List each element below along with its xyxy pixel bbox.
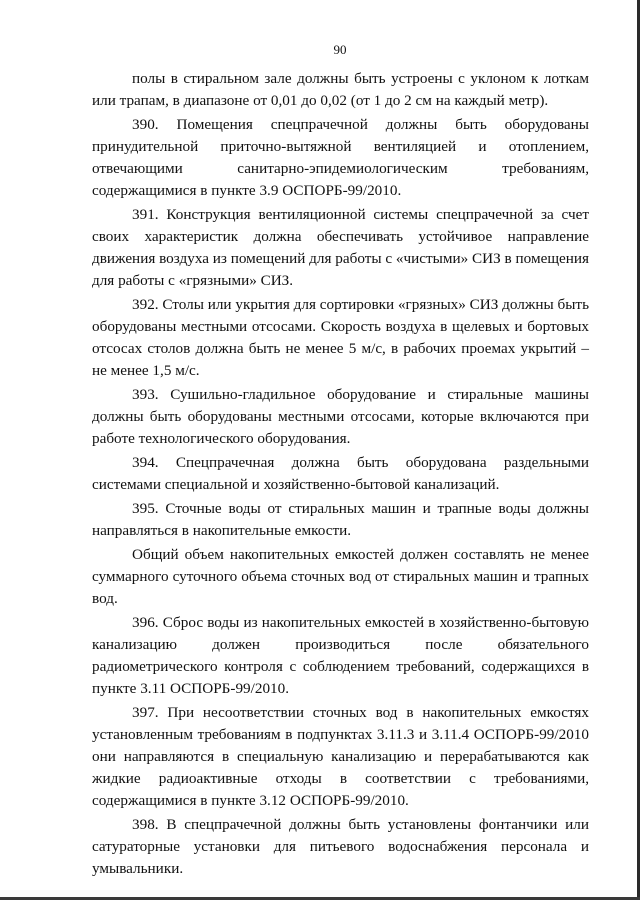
page-number: 90 <box>333 42 347 57</box>
paragraph-continuation: полы в стиральном зале должны быть устроены с уклоном к лоткам или трапам, в диапазоне от 0,01 до 0,02 (от 1 до 2 см на каждый метр). <box>92 70 589 109</box>
paragraph-395-volume: Общий объем накопительных емкостей должен составлять не менее суммарного суточного объема сточных вод от стиральных машин и трапных вод. <box>92 546 589 607</box>
paragraph-392: 392. Столы или укрытия для сортировки «грязных» СИЗ должны быть оборудованы местными отсосами. Скорость воздуха в щелевых и бортовых отсосах столов должна быть не менее 5 м/с, в рабочих проемах укрытий – не менее 1,5 м/с. <box>92 296 589 379</box>
paragraph-393: 393. Сушильно-гладильное оборудование и стиральные машины должны быть оборудованы местными отсосами, которые включаются при работе технологического оборудования. <box>92 386 589 447</box>
paragraph-390: 390. Помещения спецпрачечной должны быть оборудованы принудительной приточно-вытяжной вентиляцией и отоплением, отвечающими санитарно-эпидемиологическим требованиям, содержащимися в пункте 3.9 ОСПОРБ-99/2010. <box>92 116 589 199</box>
paragraph-395: 395. Сточные воды от стиральных машин и трапные воды должны направляться в накопительные емкости. <box>92 500 589 539</box>
paragraph-396: 396. Сброс воды из накопительных емкостей в хозяйственно-бытовую канализацию должен производиться после обязательного радиометрического контроля с соблюдением требований, содержащихся в пункте 3.11 ОСПОРБ-99/2010. <box>92 614 589 697</box>
paragraph-394: 394. Спецпрачечная должна быть оборудована раздельными системами специальной и хозяйственно-бытовой канализаций. <box>92 454 589 493</box>
document-body <box>92 68 589 882</box>
paragraph-398: 398. В спецпрачечной должны быть установлены фонтанчики или сатураторные установки для питьевого водоснабжения персонала и умывальники. <box>92 816 589 877</box>
paragraph-397: 397. При несоответствии сточных вод в накопительных емкостях установленным требованиям в подпунктах 3.11.3 и 3.11.4 ОСПОРБ-99/2010 они направляются в специальную канализацию и перерабатываются как жидкие радиоактивные отходы в соответствии с требованиями, содержащимися в пункте 3.12 ОСПОРБ-99/2010. <box>92 704 589 809</box>
paragraph-391: 391. Конструкция вентиляционной системы спецпрачечной за счет своих характеристик должна обеспечивать устойчивое направление движения воздуха из помещений для работы с «чистыми» СИЗ в помещения для работы с «грязными» СИЗ. <box>92 206 589 289</box>
